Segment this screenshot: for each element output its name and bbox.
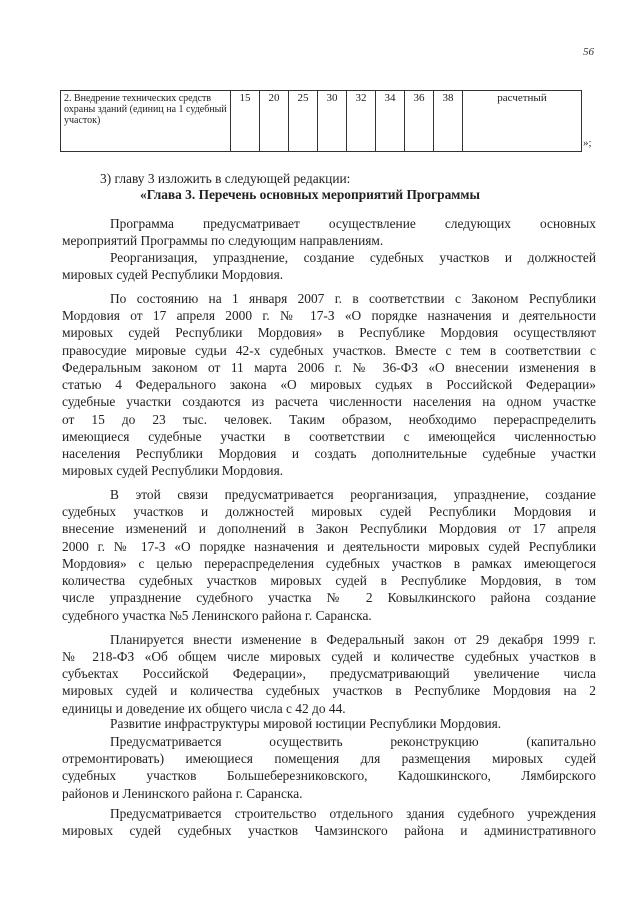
text-line: № 218-ФЗ «Об общем числе мировых судей и количестве судебных участков в xyxy=(62,649,596,664)
text-line: Программа предусматривает осуществление следующих основных xyxy=(110,216,596,231)
table-row xyxy=(61,91,582,152)
text-line: Федеральным законом от 11 марта 2006 г. № 36-ФЗ «О внесении изменения в xyxy=(62,360,596,375)
text-line: Мордовия» с целью перераспределения судебных участков в рамках имеющегося xyxy=(62,556,596,571)
text-line: мероприятий Программы по следующим направлениям. xyxy=(62,233,384,248)
text-line: количества судебных участков мировых судей в Республике Мордовия, в том xyxy=(62,573,596,588)
text-line: мировых судей Республики Мордовия. xyxy=(62,463,284,478)
chapter-intro: 3) главу 3 изложить в следующей редакции: xyxy=(100,171,351,186)
value-cell: 25 xyxy=(289,91,318,152)
targets-table xyxy=(60,90,582,152)
text-line: Развитие инфраструктуры мировой юстиции Республики Мордовия. xyxy=(110,716,502,731)
text-line: субъектах Российской Федерации», предусматривающий увеличение числа xyxy=(62,666,596,681)
value-cell: 30 xyxy=(318,91,347,152)
text-line: Реорганизация, упразднение, создание судебных участков и должностей xyxy=(110,250,596,265)
text-line: правосудие мировые судьи 42-х судебных участков. Вместе с тем в соответствии с xyxy=(62,343,596,358)
text-line: мировых судей судебных участков Чамзинского района и административного xyxy=(62,823,596,838)
text-line: единицы и доведение их общего числа с 42 до 44. xyxy=(62,701,346,716)
text-line: Планируется внести изменение в Федеральный закон от 29 декабря 1999 г. xyxy=(110,632,596,647)
indicator-type: расчетный xyxy=(463,91,582,152)
value-cell: 34 xyxy=(376,91,405,152)
text-line: 2000 г. № 17-З «О порядке назначения и деятельности мировых судей Республики xyxy=(62,539,596,554)
text-line: судебных участков и должностей мировых судей Республики Мордовия и xyxy=(62,504,596,519)
text-line: Мордовия от 17 апреля 2000 г. № 17-З «О порядке назначения и деятельности xyxy=(62,308,596,323)
text-line: По состоянию на 1 января 2007 г. в соответствии с Законом Республики xyxy=(110,291,596,306)
text-line: Предусматривается осуществить реконструкцию (капитально xyxy=(110,734,596,749)
table-end-mark: »; xyxy=(583,137,592,149)
text-line: мировых судей Республики Мордовия» в Республике Мордовия осуществляют xyxy=(62,325,596,340)
value-cell: 20 xyxy=(260,91,289,152)
text-line: судебного участка №5 Ленинского района г. Саранска. xyxy=(62,608,372,623)
text-line: судебные участки создаются из расчета численности населения на одном участке xyxy=(62,394,596,409)
text-line: мировых судей Республики Мордовия. xyxy=(62,267,284,282)
text-line: судебных участков Большеберезниковского, Кадошкинского, Лямбирского xyxy=(62,768,596,783)
text-line: мировых судей и количества судебных участков в Республике Мордовия на 2 xyxy=(62,683,596,698)
text-line: В этой связи предусматривается реорганизация, упразднение, создание xyxy=(110,487,596,502)
text-line: внесение изменений и дополнений в Закон Республики Мордовия от 17 апреля xyxy=(62,521,596,536)
page-number: 56 xyxy=(583,46,594,58)
text-line: имеющиеся судебные участки в соответствии с имеющейся численностью xyxy=(62,429,596,444)
text-line: населения Республики Мордовия и создать дополнительные судебные участки xyxy=(62,446,596,461)
text-line: статью 4 Федерального закона «О мировых судьях в Российской Федерации» xyxy=(62,377,596,392)
chapter-title: «Глава 3. Перечень основных мероприятий Программы xyxy=(140,187,480,202)
text-line: от 15 до 23 тыс. человек. Таким образом, необходимо перераспределить xyxy=(62,412,596,427)
text-line: Предусматривается строительство отдельного здания судебного учреждения xyxy=(110,806,596,821)
text-line: отремонтировать) имеющиеся помещения для размещения мировых судей xyxy=(62,751,596,766)
value-cell: 38 xyxy=(434,91,463,152)
text-line: районов и Ленинского района г. Саранска. xyxy=(62,786,303,801)
value-cell: 36 xyxy=(405,91,434,152)
value-cell: 15 xyxy=(231,91,260,152)
indicator-label: 2. Внедрение технических средств охраны зданий (единиц на 1 судебный участок) xyxy=(61,91,231,152)
text-line: числе упразднение судебного участка № 2 Ковылкинского района создание xyxy=(62,590,596,605)
value-cell: 32 xyxy=(347,91,376,152)
